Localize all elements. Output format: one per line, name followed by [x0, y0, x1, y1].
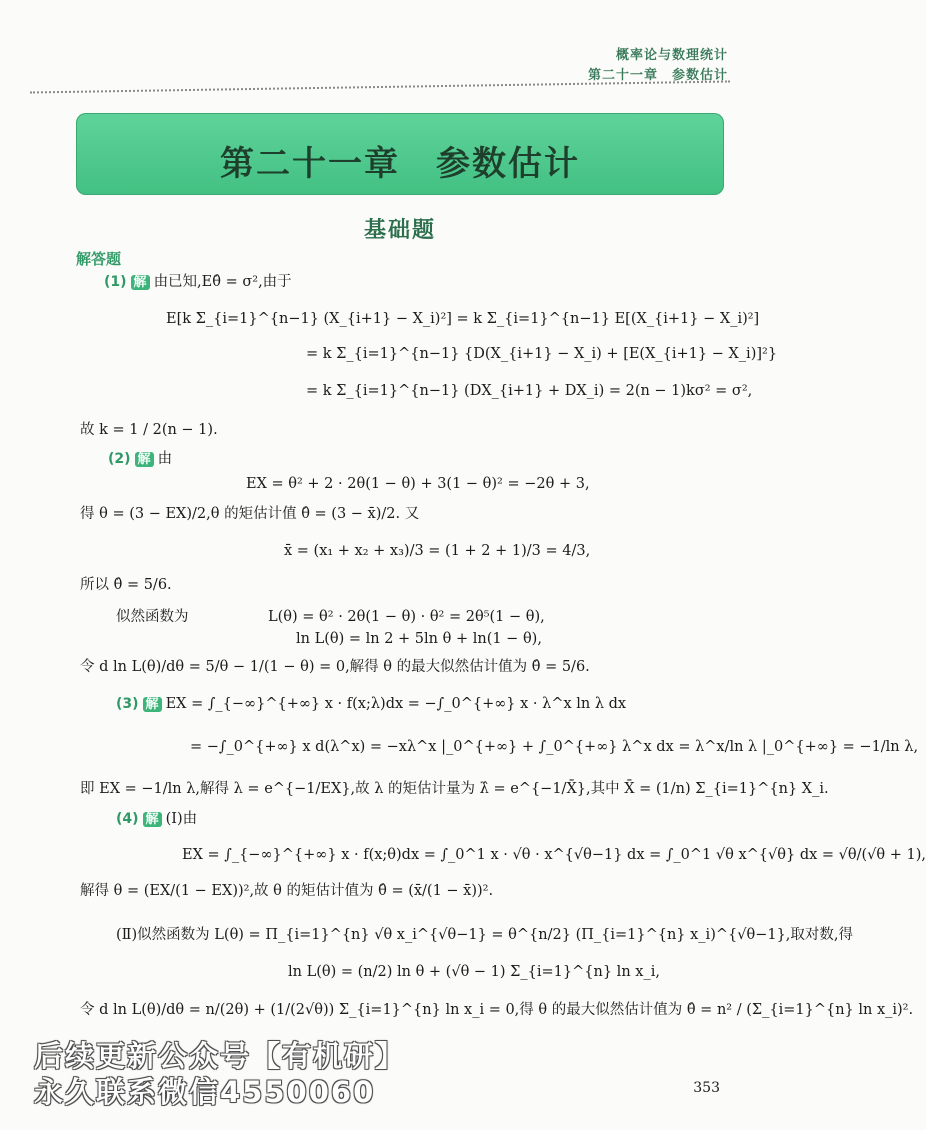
answer-badge: 解: [143, 812, 162, 827]
equation-line: 故 k = 1 / 2(n − 1).: [80, 422, 218, 438]
section-label: 解答题: [76, 250, 122, 268]
chapter-title: 第二十一章 参数估计: [220, 144, 580, 184]
equation-line: 即 EX = −1/ln λ,解得 λ = e^{−1/EX},故 λ 的矩估计量为 λ̂ = e^{−1/X̄},其中 X̄ = (1/n) Σ_{i=1}^{n} X_i.: [80, 781, 829, 797]
problem-text: EX = ∫_{−∞}^{+∞} x · f(x;λ)dx = −∫_0^{+∞} x · λ^x ln λ dx: [165, 696, 627, 712]
problem-text: (Ⅰ)由: [165, 811, 198, 827]
problem-number: (1): [104, 274, 127, 290]
running-header-book: 概率论与数理统计: [615, 48, 728, 63]
equation-line: 所以 θ̂ = 5/6.: [80, 577, 172, 593]
equation-line: 解得 θ = (EX/(1 − EX))²,故 θ 的矩估计值为 θ̂ = (x̄/(1 − x̄))².: [80, 883, 494, 899]
equation-line: ln L(θ) = (n/2) ln θ + (√θ − 1) Σ_{i=1}^{n} ln x_i,: [288, 964, 660, 980]
equation-line: (Ⅱ)似然函数为 L(θ) = Π_{i=1}^{n} √θ x_i^{√θ−1} = θ^{n/2} (Π_{i=1}^{n} x_i)^{√θ−1},取对数,得: [116, 927, 854, 943]
header-divider: [30, 81, 730, 100]
problem-number: (3): [116, 696, 139, 712]
equation-line: 得 θ = (3 − EX)/2,θ 的矩估计值 θ̂ = (3 − x̄)/2. 又: [80, 506, 420, 522]
problem-2-intro: [108, 452, 172, 467]
problem-number: (2): [108, 451, 131, 467]
watermark-line-1: 后续更新公众号【有机研】: [34, 1039, 407, 1073]
answer-badge: 解: [143, 697, 162, 712]
equation-line: = k Σ_{i=1}^{n−1} (DX_{i+1} + DX_i) = 2(n − 1)kσ² = σ²,: [306, 383, 753, 399]
answer-badge: 解: [135, 452, 154, 467]
answer-badge: 解: [131, 275, 150, 290]
equation-line: EX = ∫_{−∞}^{+∞} x · f(x;θ)dx = ∫_0^1 x · √θ · x^{√θ−1} dx = ∫_0^1 √θ x^{√θ} dx = √θ/(√θ + 1),: [182, 847, 926, 863]
equation-line: = −∫_0^{+∞} x d(λ^x) = −xλ^x |_0^{+∞} + ∫_0^{+∞} λ^x dx = λ^x/ln λ |_0^{+∞} = −1/ln λ,: [190, 739, 919, 755]
section-title: 基础题: [363, 218, 436, 243]
problem-1-intro: [104, 275, 292, 290]
equation-line: x̄ = (x₁ + x₂ + x₃)/3 = (1 + 2 + 1)/3 = 4/3,: [284, 543, 591, 559]
problem-4-intro: [116, 812, 197, 827]
equation-line: 令 d ln L(θ)/dθ = 5/θ − 1/(1 − θ) = 0,解得 θ 的最大似然估计值为 θ̂ = 5/6.: [80, 659, 590, 675]
equation-line: E[k Σ_{i=1}^{n−1} (X_{i+1} − X_i)²] = k Σ_{i=1}^{n−1} E[(X_{i+1} − X_i)²]: [166, 311, 760, 327]
equation-line: ln L(θ) = ln 2 + 5ln θ + ln(1 − θ),: [296, 631, 542, 647]
problem-text: 由: [157, 451, 173, 467]
page-number: 353: [693, 1080, 720, 1096]
equation-line: EX = θ² + 2 · 2θ(1 − θ) + 3(1 − θ)² = −2θ + 3,: [246, 476, 590, 492]
running-header-chapter: 第二十一章 参数估计: [587, 68, 728, 83]
equation-line: L(θ) = θ² · 2θ(1 − θ) · θ² = 2θ⁵(1 − θ),: [268, 609, 545, 625]
equation-line: 令 d ln L(θ)/dθ = n/(2θ) + (1/(2√θ)) Σ_{i=1}^{n} ln x_i = 0,得 θ 的最大似然估计值为 θ̂ = n² / (Σ_{i=1}^{n} ln x_i)².: [80, 1002, 914, 1018]
problem-3-intro: [116, 697, 626, 712]
problem-text: 由已知,Eθ̂ = σ²,由于: [153, 274, 292, 290]
equation-label: 似然函数为: [116, 609, 189, 625]
problem-number: (4): [116, 811, 139, 827]
watermark-line-2: 永久联系微信4550060: [34, 1075, 376, 1109]
equation-line: = k Σ_{i=1}^{n−1} {D(X_{i+1} − X_i) + [E(X_{i+1} − X_i)]²}: [306, 346, 778, 362]
